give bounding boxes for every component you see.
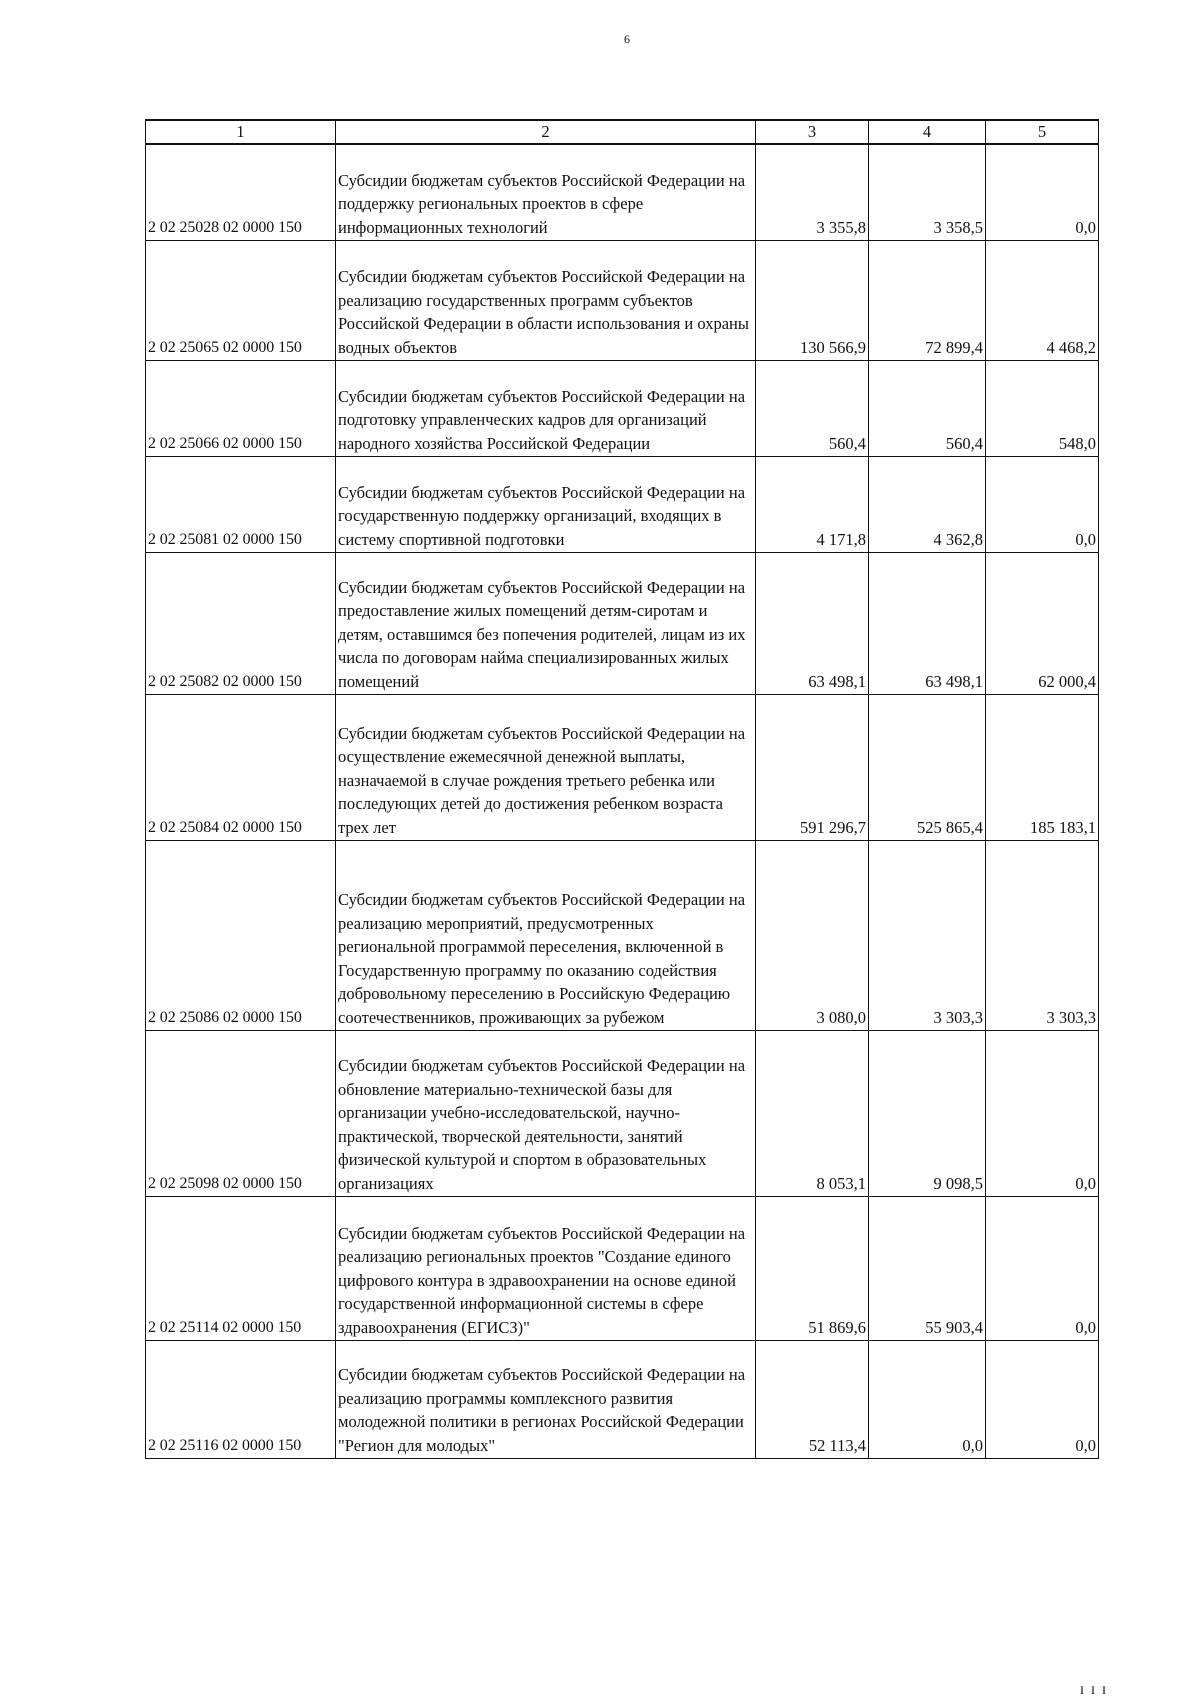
header-cell-3: 3 bbox=[756, 120, 869, 144]
table-header bbox=[146, 120, 1099, 144]
subsidy-name: Субсидии бюджетам субъектов Российской Федерации на поддержку региональных проектов в сфере информационных технологий bbox=[336, 144, 756, 240]
budget-code: 2 02 25082 02 0000 150 bbox=[146, 552, 336, 694]
value-col-4: 560,4 bbox=[869, 360, 986, 456]
value-col-3: 52 113,4 bbox=[756, 1340, 869, 1458]
budget-code: 2 02 25028 02 0000 150 bbox=[146, 144, 336, 240]
table-row bbox=[146, 240, 1099, 360]
budget-code: 2 02 25098 02 0000 150 bbox=[146, 1030, 336, 1196]
table-row bbox=[146, 144, 1099, 240]
value-col-4: 525 865,4 bbox=[869, 694, 986, 840]
subsidy-name: Субсидии бюджетам субъектов Российской Федерации на предоставление жилых помещений детям-сиротам и детям, оставшимся без попечения родителей, лицам из их числа по договорам найма специализированных жилых помещений bbox=[336, 552, 756, 694]
table-row bbox=[146, 360, 1099, 456]
header-cell-2: 2 bbox=[336, 120, 756, 144]
value-col-5: 0,0 bbox=[986, 144, 1099, 240]
value-col-5: 0,0 bbox=[986, 1030, 1099, 1196]
subsidy-name: Субсидии бюджетам субъектов Российской Федерации на реализацию мероприятий, предусмотренных региональной программой переселения, включенной в Государственную программу по оказанию содействия добровольному переселению в Российскую Федерацию соотечественников, проживающих за рубежом bbox=[336, 840, 756, 1030]
value-col-5: 62 000,4 bbox=[986, 552, 1099, 694]
value-col-4: 3 303,3 bbox=[869, 840, 986, 1030]
value-col-3: 3 080,0 bbox=[756, 840, 869, 1030]
value-col-3: 63 498,1 bbox=[756, 552, 869, 694]
value-col-4: 63 498,1 bbox=[869, 552, 986, 694]
subsidy-name: Субсидии бюджетам субъектов Российской Федерации на осуществление ежемесячной денежной выплаты, назначаемой в случае рождения третьего ребенка или последующих детей до достижения ребенком возраста трех лет bbox=[336, 694, 756, 840]
subsidy-name: Субсидии бюджетам субъектов Российской Федерации на реализацию программы комплексного развития молодежной политики в регионах Российской Федерации "Регион для молодых" bbox=[336, 1340, 756, 1458]
subsidy-name: Субсидии бюджетам субъектов Российской Федерации на подготовку управленческих кадров для организаций народного хозяйства Российской Федерации bbox=[336, 360, 756, 456]
table-row bbox=[146, 456, 1099, 552]
value-col-5: 548,0 bbox=[986, 360, 1099, 456]
scan-corner-marks: I I I bbox=[1080, 1683, 1108, 1697]
budget-code: 2 02 25081 02 0000 150 bbox=[146, 456, 336, 552]
value-col-5: 4 468,2 bbox=[986, 240, 1099, 360]
budget-code: 2 02 25116 02 0000 150 bbox=[146, 1340, 336, 1458]
subsidy-name: Субсидии бюджетам субъектов Российской Федерации на реализацию государственных программ субъектов Российской Федерации в области использования и охраны водных объектов bbox=[336, 240, 756, 360]
budget-code: 2 02 25086 02 0000 150 bbox=[146, 840, 336, 1030]
header-cell-4: 4 bbox=[869, 120, 986, 144]
value-col-4: 3 358,5 bbox=[869, 144, 986, 240]
budget-table bbox=[145, 119, 1099, 1459]
value-col-5: 185 183,1 bbox=[986, 694, 1099, 840]
subsidy-name: Субсидии бюджетам субъектов Российской Федерации на обновление материально-технической базы для организации учебно-исследовательской, научно-практической, творческой деятельности, занятий физической культурой и спортом в образовательных организациях bbox=[336, 1030, 756, 1196]
value-col-5: 3 303,3 bbox=[986, 840, 1099, 1030]
table-row bbox=[146, 840, 1099, 1030]
value-col-3: 3 355,8 bbox=[756, 144, 869, 240]
value-col-3: 591 296,7 bbox=[756, 694, 869, 840]
header-cell-1: 1 bbox=[146, 120, 336, 144]
value-col-3: 4 171,8 bbox=[756, 456, 869, 552]
table-row bbox=[146, 1030, 1099, 1196]
budget-code: 2 02 25084 02 0000 150 bbox=[146, 694, 336, 840]
table-row bbox=[146, 552, 1099, 694]
budget-code: 2 02 25066 02 0000 150 bbox=[146, 360, 336, 456]
value-col-4: 4 362,8 bbox=[869, 456, 986, 552]
table-body bbox=[146, 144, 1099, 1458]
budget-code: 2 02 25114 02 0000 150 bbox=[146, 1196, 336, 1340]
value-col-4: 0,0 bbox=[869, 1340, 986, 1458]
value-col-4: 55 903,4 bbox=[869, 1196, 986, 1340]
table-row bbox=[146, 694, 1099, 840]
value-col-3: 130 566,9 bbox=[756, 240, 869, 360]
budget-code: 2 02 25065 02 0000 150 bbox=[146, 240, 336, 360]
header-row bbox=[146, 120, 1099, 144]
value-col-3: 560,4 bbox=[756, 360, 869, 456]
value-col-5: 0,0 bbox=[986, 456, 1099, 552]
value-col-3: 8 053,1 bbox=[756, 1030, 869, 1196]
value-col-5: 0,0 bbox=[986, 1340, 1099, 1458]
subsidy-name: Субсидии бюджетам субъектов Российской Федерации на реализацию региональных проектов "Создание единого цифрового контура в здравоохранении на основе единой государственной информационной системы в сфере здравоохранения (ЕГИСЗ)" bbox=[336, 1196, 756, 1340]
value-col-3: 51 869,6 bbox=[756, 1196, 869, 1340]
table-row bbox=[146, 1340, 1099, 1458]
subsidy-name: Субсидии бюджетам субъектов Российской Федерации на государственную поддержку организаций, входящих в систему спортивной подготовки bbox=[336, 456, 756, 552]
value-col-4: 72 899,4 bbox=[869, 240, 986, 360]
page-number: 6 bbox=[624, 32, 630, 46]
value-col-5: 0,0 bbox=[986, 1196, 1099, 1340]
header-cell-5: 5 bbox=[986, 120, 1099, 144]
table-row bbox=[146, 1196, 1099, 1340]
value-col-4: 9 098,5 bbox=[869, 1030, 986, 1196]
